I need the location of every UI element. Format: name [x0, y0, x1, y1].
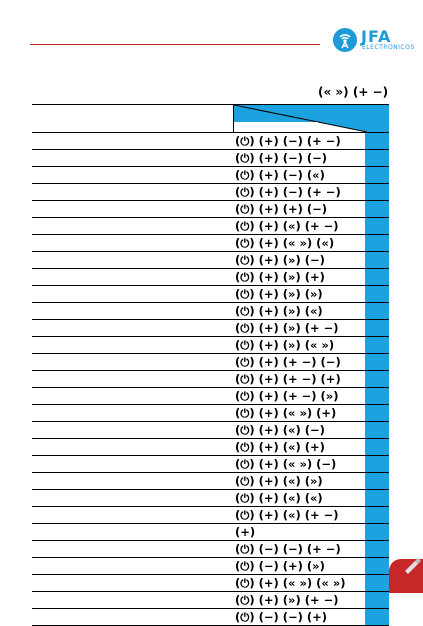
button-sequence-table: [32, 104, 389, 626]
button-sequence: (⏻) (+) (+ −) (+): [235, 372, 341, 386]
blue-cell: [365, 218, 389, 234]
table-row: [32, 218, 389, 235]
blue-cell: [365, 252, 389, 268]
blue-cell: [365, 269, 389, 285]
button-sequence: (⏻) (+) (+) (−): [235, 202, 328, 216]
button-sequence: (⏻) (+) (») (+ −): [235, 593, 339, 607]
function-cell: [32, 354, 233, 370]
page-corner-decoration: [365, 553, 423, 593]
blue-cell: [365, 592, 389, 608]
table-row: [32, 490, 389, 507]
blue-cell: [365, 150, 389, 166]
antenna-icon: [333, 28, 357, 52]
blue-cell: [365, 201, 389, 217]
button-sequence: (⏻) (+) («) (+ −): [235, 508, 339, 522]
blue-cell: [365, 524, 389, 540]
button-sequence: (⏻) (+) (») (»): [235, 287, 323, 301]
table-row: [32, 524, 389, 541]
function-cell: [32, 592, 233, 608]
function-cell: [32, 235, 233, 251]
blue-cell: [365, 184, 389, 200]
table-row: [32, 456, 389, 473]
button-sequence: (⏻) (+) (») (+): [235, 270, 325, 284]
button-sequence: (⏻) (+) (« ») (+): [235, 406, 337, 420]
table-row: [32, 439, 389, 456]
button-sequence: (⏻) (+) (−) («): [235, 168, 325, 182]
table-row: [32, 235, 389, 252]
function-cell: [32, 184, 233, 200]
header-blue-cell: [234, 105, 389, 132]
function-cell: [32, 320, 233, 336]
function-cell: [32, 269, 233, 285]
function-cell: [32, 252, 233, 268]
function-cell: [32, 201, 233, 217]
table-row: [32, 133, 389, 150]
table-row: [32, 405, 389, 422]
button-sequence: (⏻) (+) («) (»): [235, 474, 323, 488]
function-cell: [32, 439, 233, 455]
button-sequence: (⏻) (+) («) («): [235, 491, 323, 505]
table-row: [32, 286, 389, 303]
table-row: [32, 269, 389, 286]
function-cell: [32, 303, 233, 319]
table-row: [32, 150, 389, 167]
button-sequence: (⏻) (+) (−) (−): [235, 151, 328, 165]
header-divider-line: [30, 44, 320, 45]
table-row: [32, 609, 389, 626]
table-header: [32, 105, 389, 133]
button-sequence: (⏻) (+) («) (−): [235, 423, 325, 437]
function-cell: [32, 456, 233, 472]
button-legend: (« ») (+ −): [318, 85, 389, 99]
blue-cell: [365, 439, 389, 455]
function-cell: [32, 575, 233, 591]
button-sequence: (⏻) (+) (») (« »): [235, 338, 335, 352]
table-row: [32, 354, 389, 371]
button-sequence: (⏻) (−) (−) (+): [235, 610, 328, 624]
table-row: [32, 541, 389, 558]
blue-cell: [365, 371, 389, 387]
button-sequence: (⏻) (+) (») (−): [235, 253, 325, 267]
table-row: [32, 184, 389, 201]
function-cell: [32, 286, 233, 302]
button-sequence: (⏻) (+) («) (+): [235, 440, 325, 454]
function-cell: [32, 388, 233, 404]
table-body: [32, 133, 389, 626]
table-row: [32, 388, 389, 405]
function-cell: [32, 609, 233, 625]
table-row: [32, 371, 389, 388]
table-row: [32, 167, 389, 184]
function-cell: [32, 218, 233, 234]
blue-cell: [365, 490, 389, 506]
button-sequence: (⏻) (+) (« ») (« »): [235, 576, 346, 590]
table-row: [32, 303, 389, 320]
button-sequence: (+): [235, 525, 256, 539]
function-cell: [32, 150, 233, 166]
brand-subtitle: ELECTRONICOS: [362, 44, 415, 51]
blue-cell: [365, 456, 389, 472]
blue-cell: [365, 609, 389, 625]
button-sequence: (⏻) (+) (−) (+ −): [235, 134, 341, 148]
table-row: [32, 558, 389, 575]
blue-cell: [365, 388, 389, 404]
function-cell: [32, 371, 233, 387]
table-row: [32, 201, 389, 218]
function-cell: [32, 167, 233, 183]
function-cell: [32, 405, 233, 421]
button-sequence: (⏻) (+) (« ») (−): [235, 457, 337, 471]
button-sequence: (⏻) (−) (+) (»): [235, 559, 325, 573]
table-row: [32, 320, 389, 337]
function-cell: [32, 558, 233, 574]
table-row: [32, 422, 389, 439]
button-sequence: (⏻) (+) (+ −) (»): [235, 389, 339, 403]
table-row: [32, 592, 389, 609]
blue-cell: [365, 422, 389, 438]
table-row: [32, 575, 389, 592]
blue-cell: [365, 320, 389, 336]
blue-cell: [365, 507, 389, 523]
button-sequence: (⏻) (+) (+ −) (−): [235, 355, 341, 369]
blue-cell: [365, 337, 389, 353]
function-cell: [32, 422, 233, 438]
blue-cell: [365, 133, 389, 149]
button-sequence: (⏻) (+) (−) (+ −): [235, 185, 341, 199]
function-cell: [32, 133, 233, 149]
blue-cell: [365, 473, 389, 489]
function-cell: [32, 490, 233, 506]
brand-logo: [333, 28, 423, 54]
blue-cell: [365, 286, 389, 302]
table-row: [32, 337, 389, 354]
blue-cell: [365, 303, 389, 319]
function-cell: [32, 337, 233, 353]
function-cell: [32, 524, 233, 540]
table-row: [32, 473, 389, 490]
table-row: [32, 252, 389, 269]
blue-cell: [365, 354, 389, 370]
table-row: [32, 507, 389, 524]
blue-cell: [365, 405, 389, 421]
button-sequence: (⏻) (+) (») (+ −): [235, 321, 339, 335]
button-sequence: (⏻) (+) (« ») («): [235, 236, 335, 250]
blue-cell: [365, 235, 389, 251]
blue-cell: [365, 167, 389, 183]
function-cell: [32, 507, 233, 523]
button-sequence: (⏻) (+) («) (+ −): [235, 219, 339, 233]
function-cell: [32, 473, 233, 489]
function-cell: [32, 541, 233, 557]
brand-name: JFA: [361, 27, 392, 46]
button-sequence: (⏻) (−) (−) (+ −): [235, 542, 341, 556]
button-sequence: (⏻) (+) (») («): [235, 304, 323, 318]
